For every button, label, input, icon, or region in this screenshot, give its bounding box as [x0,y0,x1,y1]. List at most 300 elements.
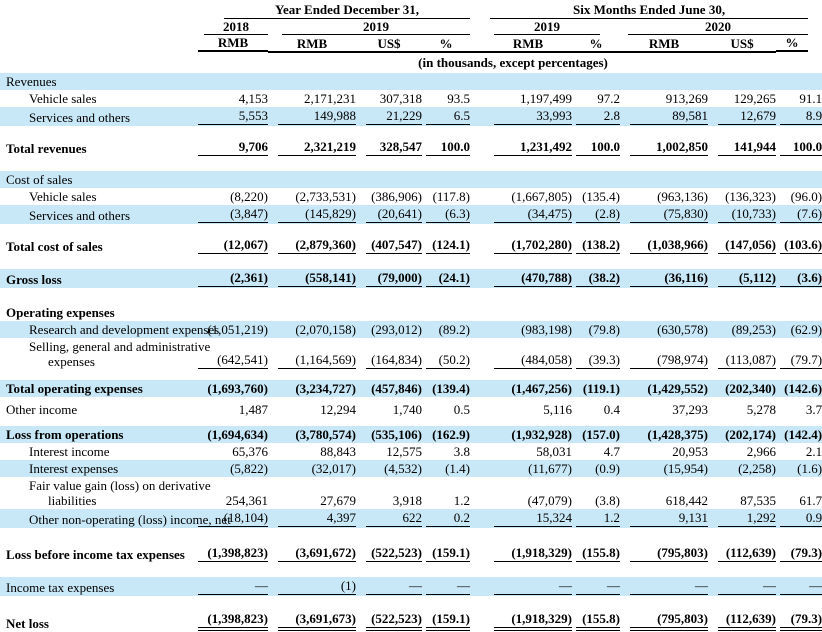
cell [776,544,822,563]
cell-value: (79.3) [780,611,822,631]
cell [620,610,708,632]
table-row [0,509,822,528]
row-label-text: Services and others [29,110,131,125]
cell-value: (38.2) [576,270,620,287]
cell-value: 58,031 [536,444,573,459]
year-row [0,19,822,35]
cell [708,205,776,224]
row-label-text: Income tax expenses [6,580,115,595]
row-label-text: Vehicle sales [29,91,97,106]
row-label [0,138,144,157]
col-header-pct: % [572,35,620,52]
spacer-row [0,528,822,544]
cell [620,477,708,509]
cell [572,138,620,157]
cell [620,460,708,477]
period-group-row [0,2,822,19]
cell [422,171,470,188]
cell [144,171,268,188]
row-label [0,380,144,397]
cell [620,577,708,596]
period-group-label: Year Ended December 31, [224,2,470,19]
cell-value: 87,535 [740,493,777,508]
column-gap [470,269,484,288]
cell [484,544,572,563]
year-2020: 2020 [620,19,822,35]
cell [144,73,268,90]
cell-value: 2.1 [805,444,822,459]
cell [708,236,776,255]
spacer-row [0,370,822,380]
cell [356,443,422,460]
cell [268,338,356,370]
cell-value: (157.0) [582,427,621,442]
cell [572,577,620,596]
cell [708,401,776,418]
column-gap [470,577,484,596]
row-label-text: Loss from operations [6,427,124,442]
cell-value: 1.2 [453,493,471,508]
cell [572,380,620,397]
cell [356,188,422,205]
table-row [0,460,822,477]
cell [776,380,822,397]
row-label-text: expenses [48,354,95,369]
cell-value: (1,467,256) [511,381,573,396]
cell [422,610,470,632]
column-gap [470,188,484,205]
cell-value: 12,679 [718,108,776,125]
cell-value: (1,702,280) [494,237,572,254]
row-label-text: Net loss [6,616,49,631]
cell-value: 91.1 [799,91,822,106]
cell-value: (139.4) [432,381,471,396]
cell [144,426,268,443]
cell-value: 100.0 [576,139,620,156]
cell-value: 0.4 [603,402,621,417]
row-label-text: Gross loss [6,272,62,287]
cell-value: (75,830) [630,206,708,223]
cell-value: 254,361 [225,493,268,508]
table-row [0,188,822,205]
cell [422,90,470,107]
cell [422,236,470,255]
cell [268,269,356,288]
cell [620,380,708,397]
cell [268,321,356,338]
row-label [0,107,144,126]
cell [356,380,422,397]
cell [620,171,708,188]
cell-value: — [576,578,620,595]
cell [620,443,708,460]
cell-value: (3.6) [780,270,822,287]
cell [572,401,620,418]
units-note: (in thousands, except percentages) [418,55,608,70]
cell [708,73,776,90]
cell [422,138,470,157]
cell-value: — [494,578,572,595]
table-row [0,73,822,90]
column-gap [470,321,484,338]
row-label-text: Interest expenses [29,461,119,476]
table-row [0,269,822,288]
cell [144,443,268,460]
row-label-text: Research and development expenses [29,322,220,337]
cell [268,205,356,224]
cell [708,544,776,563]
row-label-text: Cost of sales [6,172,73,187]
cell-value: — [780,578,822,595]
cell-value: 4,397 [278,510,356,527]
cell-value: (202,340) [725,381,777,396]
cell-value: 89,581 [630,108,708,125]
row-label-text: Loss before income tax expenses [6,547,185,562]
table-row [0,90,822,107]
cell-value: 20,953 [672,444,709,459]
cell-value: 141,944 [718,139,776,156]
cell-value: (630,578) [657,322,709,337]
table-row [0,205,822,224]
cell [708,380,776,397]
cell-value: (3,234,727) [295,381,356,396]
row-label [0,269,144,288]
cell [268,171,356,188]
header-spacer [0,52,144,73]
cell-value: (1,051,219) [207,322,268,337]
cell-value: (113,087) [718,352,776,369]
cell-value: (6.3) [426,206,470,223]
cell-value: 8.9 [780,108,822,125]
cell-value: (202,174) [725,427,777,442]
cell-value: (8,220) [230,189,268,204]
row-label [0,304,144,321]
cell [356,321,422,338]
cell-value: (2,733,531) [295,189,356,204]
cell-value: 6.5 [426,108,470,125]
spacer-row [0,596,822,610]
period-group-label: Six Months Ended June 30, [490,2,808,19]
cell-value: (795,803) [630,545,708,562]
column-gap [470,460,484,477]
cell [620,205,708,224]
header-spacer [0,35,144,52]
cell [356,610,422,632]
cell [268,610,356,632]
cell [422,477,470,509]
cell-value: (522,523) [366,545,422,562]
cell [776,477,822,509]
year-2019-dec: 2019 [268,19,470,35]
table-header [0,2,822,73]
cell [776,338,822,370]
cell [268,236,356,255]
row-label-text: Total revenues [6,141,87,156]
row-label-text: Interest income [29,444,110,459]
row-label [0,338,211,370]
cell-value: (11,677) [528,461,573,476]
cell-value: 2,966 [746,444,777,459]
cell [144,236,268,255]
cell-value: 307,318 [379,91,422,106]
cell [572,321,620,338]
cell [422,544,470,563]
cell-value: 27,679 [320,493,356,508]
cell [356,304,422,321]
column-gap [470,544,484,563]
cell-value: (1,667,805) [511,189,573,204]
cell [776,321,822,338]
cell [572,426,620,443]
table-row [0,304,822,321]
cell-value: (1,428,375) [647,427,709,442]
cell-value: (147,056) [718,237,776,254]
cell-value: (119.1) [582,381,621,396]
spacer-row [0,418,822,426]
cell [620,138,708,157]
row-label [0,321,220,338]
cell [620,509,708,528]
cell-value: (522,523) [366,611,422,631]
cell [422,107,470,126]
row-label [0,610,144,632]
cell [708,460,776,477]
cell-value: (1,918,329) [494,611,572,631]
cell-value: 913,269 [665,91,709,106]
cell-value: (457,846) [371,381,422,396]
table-row [0,443,822,460]
cell [356,269,422,288]
cell [572,610,620,632]
cell-value: (7.6) [780,206,822,223]
column-gap [470,426,484,443]
cell-value: (62.9) [790,322,822,337]
cell-value: (20,641) [366,206,422,223]
row-label-text: Vehicle sales [29,189,97,204]
spacer-row [0,126,822,138]
cell [268,577,356,596]
row-label-text: Revenues [6,74,57,89]
cell [356,205,422,224]
cell-value: (1,932,928) [511,427,573,442]
cell [422,304,470,321]
cell [708,509,776,528]
cell-value: 9,706 [198,139,268,156]
column-gap [470,205,484,224]
cell [708,477,776,509]
cell-value: (4,532) [384,461,422,476]
cell-value: (138.2) [576,237,620,254]
cell [144,269,268,288]
cell-value: 4,153 [238,91,268,106]
cell-value: 129,265 [733,91,777,106]
cell [620,236,708,255]
cell-value: (142.4) [784,427,822,442]
cell [776,236,822,255]
cell-value: (117.8) [432,189,471,204]
cell-value: (2,879,360) [278,237,356,254]
row-label [0,188,144,205]
cell [356,236,422,255]
table-body [0,73,822,632]
cell-value: 21,229 [366,108,422,125]
cell [620,544,708,563]
cell [268,477,356,509]
cell-value: (135.4) [582,189,621,204]
cell [356,460,422,477]
cell [484,304,572,321]
cell [484,380,572,397]
cell [144,138,268,157]
cell [620,426,708,443]
cell-value: (164,834) [366,352,422,369]
cell-value: (407,547) [366,237,422,254]
cell [484,90,572,107]
cell-value: 12,294 [320,402,356,417]
cell [268,73,356,90]
cell [572,188,620,205]
cell-value: (96.0) [790,189,822,204]
cell [144,188,268,205]
units-note-row [0,52,822,73]
column-gap [470,138,484,157]
cell [708,188,776,205]
cell [620,188,708,205]
spacer-row [0,157,822,171]
cell-value: (124.1) [426,237,470,254]
cell [776,401,822,418]
cell-value: (79.3) [780,545,822,562]
cell-value: 328,547 [366,139,422,156]
cell-value: (3,691,673) [278,611,356,631]
cell-value: (103.6) [780,237,822,254]
cell-value: 149,988 [278,108,356,125]
cell-value: (386,906) [371,189,422,204]
cell [356,107,422,126]
cell [708,338,776,370]
cell-value: 12,575 [386,444,422,459]
row-label [0,509,231,528]
cell [620,269,708,288]
cell [484,610,572,632]
cell [572,90,620,107]
cell [356,509,422,528]
cell [268,544,356,563]
currency-row [0,35,822,52]
cell [268,304,356,321]
cell [484,236,572,255]
cell [620,304,708,321]
cell [620,90,708,107]
cell-value: — [198,578,268,595]
cell [422,73,470,90]
cell [572,304,620,321]
cell-value: 88,843 [320,444,356,459]
cell [484,73,572,90]
spacer-row [0,224,822,236]
cell-value: 2,321,219 [278,139,356,156]
cell [484,321,572,338]
cell-value: 5,116 [543,402,573,417]
cell [572,544,620,563]
column-gap [470,107,484,126]
cell-value: (159.1) [426,545,470,562]
column-gap [470,443,484,460]
cell-value: (1.4) [445,461,471,476]
row-label [0,171,144,188]
cell [572,205,620,224]
cell [776,460,822,477]
cell [356,138,422,157]
cell-value: (79.8) [588,322,621,337]
cell-value: (79.7) [780,352,822,369]
cell-value: (162.9) [432,427,471,442]
row-label-text: Total operating expenses [6,381,143,396]
row-label-text: Services and others [29,208,131,223]
cell-value: 0.2 [426,510,470,527]
cell-value: 93.5 [447,91,471,106]
cell-value: (642,541) [198,352,268,369]
cell [268,188,356,205]
cell [572,338,620,370]
cell-value: (15,954) [663,461,709,476]
column-gap [470,380,484,397]
cell-value: (89,253) [731,322,777,337]
table-row [0,236,822,255]
cell-value: (36,116) [630,270,708,287]
cell [572,107,620,126]
column-gap [470,90,484,107]
row-label [0,477,211,509]
cell-value: 0.5 [453,402,471,417]
cell [484,401,572,418]
row-label [0,401,144,418]
cell-value: 2.8 [576,108,620,125]
row-label [0,236,144,255]
row-label [0,426,144,443]
column-gap [470,401,484,418]
cell [708,171,776,188]
cell [422,321,470,338]
table-row [0,171,822,188]
cell-value: (155.8) [576,611,620,631]
cell [484,107,572,126]
cell [356,73,422,90]
cell-value: 2,171,231 [304,91,356,106]
cell-value: (795,803) [630,611,708,631]
row-label [0,73,144,90]
cell [144,304,268,321]
row-label-text: Fair value gain (loss) on derivative [29,478,211,493]
cell [776,107,822,126]
col-header-rmb: RMB [620,35,708,52]
cell-value: (2.8) [576,206,620,223]
cell [422,443,470,460]
row-label-text: Other non-operating (loss) income, net [29,512,231,527]
row-label [0,205,144,224]
cell [484,205,572,224]
cell-value: (79,000) [366,270,422,287]
col-header-rmb: RMB [144,35,268,52]
cell-value: (3,691,672) [278,545,356,562]
cell [776,188,822,205]
cell-value: (1,918,329) [494,545,572,562]
cell [484,188,572,205]
table-row [0,477,822,509]
header-gap [470,2,484,19]
cell-value: 65,376 [232,444,268,459]
cell-value: (136,323) [725,189,777,204]
